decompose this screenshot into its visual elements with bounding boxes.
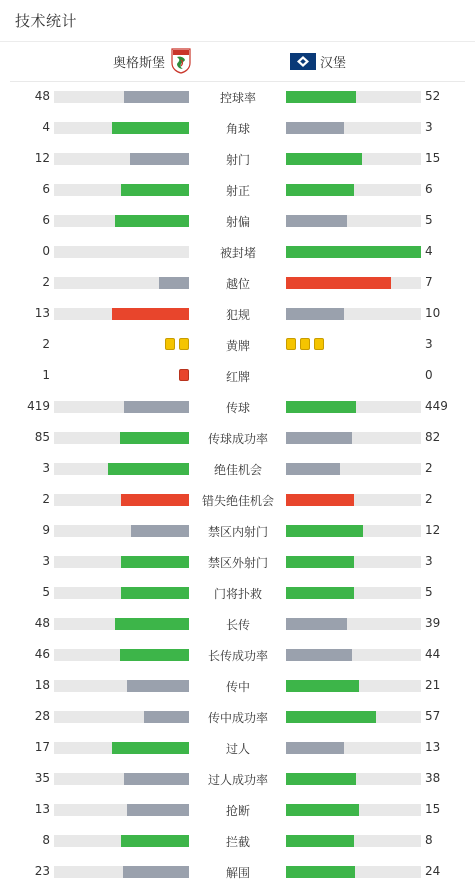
home-team[interactable] (113, 41, 191, 81)
away-stat-bar-fill (286, 184, 354, 196)
home-stat-value: 35 (34, 771, 50, 785)
away-stat-value: 24 (425, 864, 441, 878)
stat-row (0, 453, 475, 484)
away-stat-bar-fill (286, 122, 344, 134)
teams-header (0, 41, 475, 81)
home-stat-value: 3 (42, 461, 50, 475)
home-stat-bar-fill (120, 432, 189, 444)
home-stat-bar-fill (115, 215, 189, 227)
away-stat-bar (286, 804, 421, 816)
home-stat-bar (54, 773, 189, 785)
stat-label: 抢断 (225, 804, 250, 818)
home-stat-bar-fill (112, 122, 189, 134)
stat-label: 传中 (225, 680, 250, 694)
home-stat-bar (54, 680, 189, 692)
home-team-name: 奥格斯堡 (113, 55, 166, 71)
away-stat-value: 3 (425, 554, 433, 568)
away-stat-bar-fill (286, 246, 421, 258)
away-stat-bar (286, 184, 421, 196)
home-stat-bar (54, 525, 189, 537)
home-stat-value: 1 (42, 368, 50, 382)
stat-row (0, 174, 475, 205)
home-stat-value: 46 (34, 647, 50, 661)
augsburg-crest-icon (171, 48, 191, 74)
away-stat-bar-fill (286, 804, 359, 816)
home-stat-value: 3 (42, 554, 50, 568)
hamburg-crest-icon (290, 53, 316, 70)
home-stat-bar-fill (124, 773, 189, 785)
away-stat-value: 5 (425, 585, 433, 599)
away-stat-value: 15 (425, 151, 441, 165)
away-stat-value: 12 (425, 523, 441, 537)
away-stat-bar (286, 711, 421, 723)
home-stat-bar (54, 463, 189, 475)
stat-row (0, 298, 475, 329)
home-stat-bar (54, 742, 189, 754)
stat-label: 传球成功率 (207, 432, 268, 446)
away-stat-value: 3 (425, 337, 433, 351)
stat-label: 禁区外射门 (207, 556, 268, 570)
home-stat-bar-fill (120, 649, 189, 661)
stat-row (0, 329, 475, 360)
away-stat-bar (286, 494, 421, 506)
home-stat-bar-fill (112, 308, 189, 320)
home-stat-bar-fill (124, 91, 189, 103)
away-stat-bar (286, 277, 421, 289)
away-stat-bar (286, 525, 421, 537)
home-stat-bar (54, 556, 189, 568)
stat-row (0, 422, 475, 453)
home-stat-value: 17 (34, 740, 50, 754)
stat-label: 过人 (225, 742, 250, 756)
home-stat-value: 2 (42, 337, 50, 351)
away-stat-bar (286, 91, 421, 103)
away-stat-value: 10 (425, 306, 441, 320)
home-stat-value: 13 (34, 802, 50, 816)
away-cards (286, 338, 324, 351)
home-stat-bar (54, 91, 189, 103)
home-cards (179, 369, 189, 382)
away-stat-bar-fill (286, 587, 354, 599)
home-stat-value: 9 (42, 523, 50, 537)
away-stat-bar (286, 649, 421, 661)
away-stat-value: 4 (425, 244, 433, 258)
away-stat-bar (286, 246, 421, 258)
home-stat-bar-fill (124, 401, 189, 413)
stat-label: 过人成功率 (207, 773, 268, 787)
header (0, 0, 475, 42)
home-stat-value: 2 (42, 275, 50, 289)
home-stat-bar-fill (108, 463, 189, 475)
home-stat-value: 13 (34, 306, 50, 320)
home-stat-bar (54, 866, 189, 878)
yellow-card-icon (314, 338, 324, 350)
away-stat-bar (286, 153, 421, 165)
page-title: 技术统计 (15, 12, 78, 30)
home-stat-bar-fill (123, 866, 189, 878)
stat-row (0, 856, 475, 887)
stat-row (0, 112, 475, 143)
home-stat-bar-fill (127, 804, 189, 816)
stat-label: 控球率 (219, 91, 256, 105)
home-stat-value: 2 (42, 492, 50, 506)
away-stat-bar-fill (286, 91, 356, 103)
home-stat-value: 5 (42, 585, 50, 599)
home-stat-bar-fill (115, 618, 189, 630)
home-stat-bar-fill (159, 277, 189, 289)
home-stat-bar (54, 215, 189, 227)
away-stat-value: 8 (425, 833, 433, 847)
away-stat-bar (286, 742, 421, 754)
away-stat-bar-fill (286, 866, 355, 878)
stat-row (0, 515, 475, 546)
home-stat-value: 0 (42, 244, 50, 258)
stat-label: 错失绝佳机会 (201, 494, 274, 508)
home-stat-value: 28 (34, 709, 50, 723)
away-stat-value: 0 (425, 368, 433, 382)
home-stat-value: 23 (34, 864, 50, 878)
stat-row (0, 205, 475, 236)
away-stat-bar-fill (286, 556, 354, 568)
home-stat-bar-fill (121, 556, 189, 568)
stat-row (0, 794, 475, 825)
home-stat-bar-fill (130, 153, 189, 165)
away-stat-value: 44 (425, 647, 441, 661)
away-stat-bar (286, 835, 421, 847)
home-stat-value: 8 (42, 833, 50, 847)
away-stat-bar-fill (286, 680, 359, 692)
stat-label: 长传成功率 (207, 649, 268, 663)
home-stat-value: 6 (42, 182, 50, 196)
home-stat-bar-fill (127, 680, 189, 692)
stat-row (0, 608, 475, 639)
away-stat-bar (286, 556, 421, 568)
stat-label: 门将扑救 (213, 587, 262, 601)
home-stat-bar (54, 587, 189, 599)
away-stat-bar (286, 680, 421, 692)
stat-label: 犯规 (225, 308, 250, 322)
away-stat-value: 2 (425, 492, 433, 506)
away-stat-bar-fill (286, 153, 362, 165)
home-stat-bar (54, 432, 189, 444)
home-stat-bar (54, 835, 189, 847)
away-stat-bar-fill (286, 308, 344, 320)
home-stat-value: 48 (34, 616, 50, 630)
stat-label: 红牌 (225, 370, 250, 384)
home-stat-bar (54, 277, 189, 289)
away-stat-bar (286, 401, 421, 413)
away-team[interactable] (290, 41, 346, 81)
stat-row (0, 267, 475, 298)
away-stat-value: 15 (425, 802, 441, 816)
away-stat-bar-fill (286, 835, 354, 847)
home-stat-bar-fill (121, 835, 189, 847)
away-stat-bar-fill (286, 215, 347, 227)
home-stat-bar (54, 494, 189, 506)
stat-row (0, 484, 475, 515)
home-stat-bar (54, 153, 189, 165)
away-stat-bar-fill (286, 711, 376, 723)
away-stat-bar-fill (286, 773, 356, 785)
yellow-card-icon (286, 338, 296, 350)
stat-label: 传中成功率 (207, 711, 268, 725)
stat-row (0, 143, 475, 174)
away-stat-value: 82 (425, 430, 441, 444)
stat-row (0, 701, 475, 732)
away-stat-value: 2 (425, 461, 433, 475)
home-cards (165, 338, 189, 351)
away-stat-bar (286, 618, 421, 630)
away-stat-bar-fill (286, 277, 391, 289)
stat-row (0, 763, 475, 794)
yellow-card-icon (165, 338, 175, 350)
away-stat-value: 52 (425, 89, 441, 103)
away-stat-bar-fill (286, 401, 356, 413)
away-stat-bar (286, 866, 421, 878)
stat-row (0, 825, 475, 856)
away-stat-value: 449 (425, 399, 448, 413)
away-stat-bar-fill (286, 525, 363, 537)
away-stat-bar (286, 308, 421, 320)
away-stat-bar (286, 215, 421, 227)
stat-label: 被封堵 (219, 246, 256, 260)
away-stat-bar-fill (286, 742, 344, 754)
stat-label: 射偏 (225, 215, 250, 229)
stat-label: 角球 (225, 122, 250, 136)
stat-row (0, 546, 475, 577)
away-team-name: 汉堡 (320, 55, 347, 71)
away-stat-value: 5 (425, 213, 433, 227)
home-stat-value: 85 (34, 430, 50, 444)
stat-row (0, 670, 475, 701)
away-stat-value: 21 (425, 678, 441, 692)
away-stat-bar-fill (286, 618, 347, 630)
away-stat-bar-fill (286, 494, 354, 506)
home-stat-bar-fill (131, 525, 189, 537)
stat-row (0, 577, 475, 608)
home-stat-bar-fill (144, 711, 189, 723)
stat-label: 黄牌 (225, 339, 250, 353)
away-stat-bar (286, 432, 421, 444)
home-stat-value: 4 (42, 120, 50, 134)
red-card-icon (179, 369, 189, 381)
away-stat-bar-fill (286, 463, 340, 475)
home-stat-bar-fill (121, 587, 189, 599)
away-stat-bar (286, 122, 421, 134)
home-stat-bar (54, 649, 189, 661)
away-stat-value: 57 (425, 709, 441, 723)
home-stat-value: 12 (34, 151, 50, 165)
home-stat-bar (54, 246, 189, 258)
yellow-card-icon (300, 338, 310, 350)
home-stat-bar (54, 401, 189, 413)
stat-row (0, 360, 475, 391)
away-stat-bar-fill (286, 432, 352, 444)
stat-label: 射门 (225, 153, 250, 167)
away-stat-value: 39 (425, 616, 441, 630)
yellow-card-icon (179, 338, 189, 350)
stats-list (0, 81, 475, 887)
away-stat-bar (286, 587, 421, 599)
stat-label: 绝佳机会 (213, 463, 262, 477)
home-stat-bar (54, 308, 189, 320)
stat-row (0, 81, 475, 112)
stat-row (0, 391, 475, 422)
home-stat-bar (54, 711, 189, 723)
home-stat-bar-fill (121, 184, 189, 196)
home-stat-bar (54, 618, 189, 630)
stat-row (0, 732, 475, 763)
away-stat-bar (286, 773, 421, 785)
home-stat-bar-fill (121, 494, 189, 506)
stat-label: 越位 (225, 277, 250, 291)
away-stat-bar-fill (286, 649, 352, 661)
home-stat-bar (54, 122, 189, 134)
stat-label: 传球 (225, 401, 250, 415)
stat-label: 长传 (225, 618, 250, 632)
away-stat-value: 7 (425, 275, 433, 289)
home-stat-bar (54, 184, 189, 196)
home-stat-value: 48 (34, 89, 50, 103)
away-stat-value: 38 (425, 771, 441, 785)
stat-row (0, 639, 475, 670)
home-stat-value: 18 (34, 678, 50, 692)
away-stat-bar (286, 463, 421, 475)
stat-label: 拦截 (225, 835, 250, 849)
stat-label: 禁区内射门 (207, 525, 268, 539)
away-stat-value: 3 (425, 120, 433, 134)
home-stat-bar-fill (112, 742, 189, 754)
home-stat-value: 6 (42, 213, 50, 227)
away-stat-value: 6 (425, 182, 433, 196)
stat-label: 解围 (225, 866, 250, 880)
home-stat-bar (54, 804, 189, 816)
away-stat-value: 13 (425, 740, 441, 754)
home-stat-value: 419 (27, 399, 50, 413)
stat-label: 射正 (225, 184, 250, 198)
stat-row (0, 236, 475, 267)
